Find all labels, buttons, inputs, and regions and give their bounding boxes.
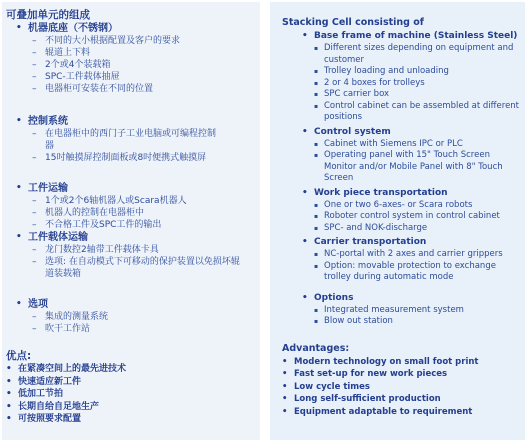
right-item-text: Operating panel with 15" Touch Screen Monitor and/or Mobile Panel with 8" Touch Screen — [324, 150, 503, 183]
right-item-text: 2 or 4 boxes for trolleys — [324, 77, 425, 88]
right-section-heading — [302, 126, 522, 139]
right-section-2-title: Work piece transportation — [314, 187, 448, 198]
list-item — [314, 249, 522, 261]
left-item-text: 1个或2个6轴机器人或Scara机器人 — [45, 196, 187, 206]
left-item-text: 电器柜可安装在不同的位置 — [45, 84, 154, 94]
list-item — [32, 311, 256, 323]
advantage-item — [6, 376, 256, 389]
left-section-3-title: 工件载体运输 — [28, 232, 88, 243]
list-item — [32, 128, 216, 152]
list-item — [314, 78, 522, 90]
dash-icon: – — [32, 72, 37, 82]
section-bullet-icon: • — [16, 116, 22, 126]
bullet-icon: • — [282, 381, 288, 392]
square-bullet-icon: ▪ — [314, 140, 319, 148]
square-bullet-icon: ▪ — [314, 318, 319, 325]
left-section-2-title: 工件运输 — [28, 183, 68, 194]
right-section-heading — [302, 187, 522, 200]
left-item-text: 集成的测量系统 — [45, 312, 109, 322]
advantage-text: Low cycle times — [294, 381, 370, 392]
dash-icon: – — [32, 84, 37, 94]
advantage-text: Long self-sufficient production — [294, 394, 441, 404]
left-panel-chinese — [2, 2, 260, 440]
advantage-item — [6, 401, 256, 414]
bullet-icon: • — [6, 389, 12, 399]
right-section-heading — [302, 30, 522, 43]
square-bullet-icon: ▪ — [314, 213, 319, 220]
left-item-text: 吹干工作站 — [45, 324, 91, 334]
square-bullet-icon: ▪ — [314, 306, 319, 314]
right-section-3-title: Carrier transportation — [314, 237, 427, 247]
list-item — [314, 150, 522, 185]
list-item — [32, 59, 256, 71]
list-item — [314, 43, 522, 66]
left-section-0-title: 机器底座（不锈钢） — [28, 23, 118, 34]
list-item — [314, 200, 522, 212]
list-item — [32, 244, 241, 256]
left-item-text: SPC-工件载体抽屉 — [45, 72, 120, 82]
advantage-text: Fast set-up for new work pieces — [294, 369, 448, 379]
bullet-icon: • — [6, 364, 12, 374]
right-item-text: Blow out station — [324, 316, 393, 326]
right-item-text: Trolley loading and unloading — [324, 66, 449, 76]
section-bullet-icon: • — [302, 126, 308, 137]
left-item-text: 选项: 在自动模式下可移动的保护装置以免损坏辊道装载箱 — [45, 257, 240, 279]
section-bullet-icon: • — [16, 299, 22, 309]
left-section-heading — [16, 115, 256, 128]
section-bullet-icon: • — [302, 292, 308, 303]
dash-icon: – — [32, 312, 37, 322]
right-section-heading — [302, 236, 522, 249]
square-bullet-icon: ▪ — [314, 224, 319, 232]
list-item — [32, 35, 256, 47]
list-item — [32, 207, 256, 219]
left-advantages-title: 优点: — [6, 350, 32, 362]
left-item-text: 不同的大小根据配置及客户的要求 — [45, 36, 181, 46]
bullet-icon: • — [6, 401, 12, 412]
bullet-icon: • — [282, 356, 288, 367]
advantage-text: 快速适应新工件 — [18, 376, 82, 387]
right-item-text: SPC carrier box — [324, 89, 390, 99]
list-item — [32, 47, 256, 59]
advantage-item — [282, 368, 522, 381]
bullet-icon: • — [6, 376, 12, 387]
square-bullet-icon: ▪ — [314, 152, 319, 159]
list-item — [314, 211, 522, 223]
right-item-text: Integrated measurement system — [324, 304, 464, 315]
square-bullet-icon: ▪ — [314, 91, 319, 98]
dash-icon: – — [32, 324, 37, 334]
section-bullet-icon: • — [302, 31, 308, 41]
right-panel-english — [270, 2, 525, 440]
section-bullet-icon: • — [302, 187, 308, 198]
right-item-text: NC-portal with 2 axes and carrier grippers — [324, 249, 503, 259]
left-section-heading — [16, 182, 256, 195]
list-item — [314, 223, 522, 235]
left-item-text: 15吋触摸屏控制面板或8吋便携式触摸屏 — [45, 153, 207, 163]
bullet-icon: • — [282, 369, 288, 379]
square-bullet-icon: ▪ — [314, 68, 319, 75]
advantage-item — [6, 413, 256, 426]
list-item — [32, 256, 241, 280]
left-section-4-title: 选项 — [28, 299, 48, 310]
dash-icon: – — [32, 129, 37, 139]
square-bullet-icon: ▪ — [314, 79, 319, 87]
section-bullet-icon: • — [16, 23, 22, 33]
advantage-item — [282, 356, 522, 369]
right-item-text: Different sizes depending on equipment and customer — [324, 43, 514, 65]
right-advantages-title: Advantages: — [282, 342, 350, 354]
advantage-item — [282, 406, 522, 419]
list-item — [314, 139, 522, 151]
left-item-text: 2个或4个装载箱 — [45, 60, 111, 70]
list-item — [32, 83, 256, 95]
advantage-item — [282, 381, 522, 394]
right-item-text: Roboter control system in control cabinet — [324, 211, 500, 221]
advantage-text: 在紧凑空间上的最先进技术 — [18, 364, 127, 374]
section-bullet-icon: • — [16, 232, 22, 242]
right-section-1-title: Control system — [314, 126, 391, 137]
advantage-text: 可按照要求配置 — [18, 414, 82, 424]
list-item — [314, 66, 522, 78]
dash-icon: – — [32, 48, 37, 58]
right-item-text: Option: movable protection to exchange trolley during automatic mode — [324, 260, 496, 282]
dash-icon: – — [32, 257, 37, 267]
square-bullet-icon: ▪ — [314, 262, 319, 270]
section-bullet-icon: • — [302, 237, 308, 247]
section-bullet-icon: • — [16, 183, 22, 193]
bullet-icon: • — [282, 394, 288, 404]
dash-icon: – — [32, 153, 37, 163]
square-bullet-icon: ▪ — [314, 201, 319, 209]
advantage-item — [6, 363, 256, 376]
dash-icon: – — [32, 220, 37, 230]
left-section-heading — [16, 231, 256, 244]
left-section-1-title: 控制系统 — [28, 116, 68, 127]
bullet-icon: • — [282, 406, 288, 417]
dash-icon: – — [32, 196, 37, 206]
square-bullet-icon: ▪ — [314, 251, 319, 258]
left-item-text: 在电器柜中的西门子工业电脑或可编程控制器 — [45, 129, 217, 151]
left-item-text: 不合格工件及SPC工件的输出 — [45, 220, 162, 230]
right-section-heading — [302, 292, 522, 305]
list-item — [32, 219, 256, 231]
right-section-4-title: Options — [314, 292, 354, 303]
square-bullet-icon: ▪ — [314, 45, 319, 52]
right-item-text: Cabinet with Siemens IPC or PLC — [324, 138, 463, 149]
list-item — [314, 89, 522, 101]
left-item-text: 机器人的控制在电器柜中 — [45, 208, 145, 218]
list-item — [314, 305, 522, 317]
advantage-text: Modern technology on small foot print — [294, 356, 479, 367]
advantage-text: 低加工节拍 — [18, 389, 64, 399]
right-item-text: Control cabinet can be assembled at different positions — [324, 100, 520, 122]
right-section-0-title: Base frame of machine (Stainless Steel) — [314, 31, 518, 41]
list-item — [32, 195, 256, 207]
advantage-text: 长期自给自足地生产 — [18, 401, 100, 412]
list-item — [32, 71, 256, 83]
left-item-text: 辊道上下料 — [45, 48, 91, 58]
right-title: Stacking Cell consisting of — [282, 17, 424, 28]
bullet-icon: • — [6, 414, 12, 424]
dash-icon: – — [32, 36, 37, 46]
list-item — [314, 261, 522, 284]
dash-icon: – — [32, 245, 37, 255]
square-bullet-icon: ▪ — [314, 102, 319, 110]
dash-icon: – — [32, 60, 37, 70]
left-section-heading — [16, 298, 256, 311]
list-item — [32, 323, 256, 335]
list-item — [314, 316, 522, 328]
left-title: 可叠加单元的组成 — [6, 9, 90, 21]
advantage-item — [6, 388, 256, 401]
left-item-text: 龙门数控2轴带工件载体卡具 — [45, 245, 159, 255]
dash-icon: – — [32, 208, 37, 218]
advantage-item — [282, 393, 522, 406]
advantage-text: Equipment adaptable to requirement — [294, 406, 473, 417]
list-item — [32, 152, 216, 164]
right-item-text: One or two 6-axes- or Scara robots — [324, 199, 473, 210]
left-section-heading — [16, 22, 256, 35]
right-item-text: SPC- and NOK-discharge — [324, 222, 428, 233]
list-item — [314, 101, 522, 124]
